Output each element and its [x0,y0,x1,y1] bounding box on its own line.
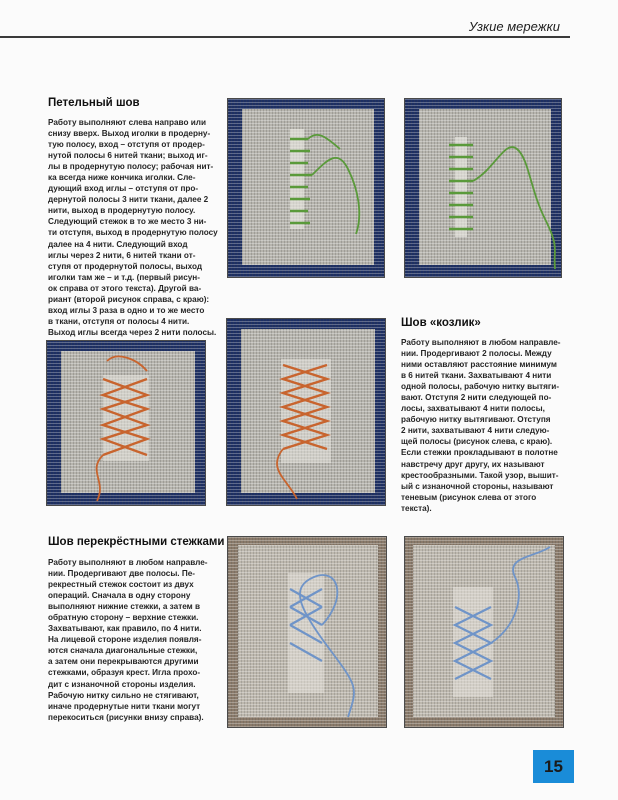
embroidery-drawing [228,537,386,727]
section-text-loop-stitch: Работу выполняют слева направо или снизу вверх. Выход иголки в продерну- тую полосу, вход – отступя от продер- нутой полосы 6 нитей ткани; выход иг- лы в продернутую полосу; рабочая нит- ка всегда ниже кончика иголки. Сле- дующий вход иглы – отступя от про- дернутой полосы 3 нити ткани, далее 2 нити, выход в продернутую полосу. Следующий стежок в то же место 3 ни- ти отступя, выход в продернутую полосу далее на 4 нити. Следующий вход иглы через 2 нити, 6 нитей ткани от- ступя от продернутой полосы, выход иголки там же – и т.д. (первый рисун- ок справа от этого текста). Другой ва- риант (второй рисунок справа, с краю): вход иглы 3 раза в одно и то же место в ткани, отступя от полосы 4 нити. Выход иглы всегда через 2 нити полосы. [48,118,218,337]
page-number: 15 [533,750,574,783]
section-title-kozlik: Шов «козлик» [401,317,481,329]
embroidery-drawing [405,537,563,727]
photo-cross-stitch-1 [227,536,387,728]
embroidery-drawing [405,99,561,277]
section-text-kozlik: Работу выполняют в любом направле- нии. Продергивают 2 полосы. Между ними оставляют расстояние минимум в 6 нитей ткани. Захватывают 4 нити одной полосы, рабочую нитку вытяги- вают. Отступя 2 нити следующей по- лосы, захватывают 4 нити полосы, рабочую нитку вытягивают. Отступя 2 нити, захватывают 4 нити следую- щей полосы (рисунок слева, с краю). Если стежки прокладывают в полотне навстречу друг другу, их называют крестообразными. Такой узор, вышит- ый с изнаночной стороны, называют теневым (рисунок слева от этого текста). [401,338,561,513]
section-title-cross-stitch: Шов перекрёстными стежками [48,536,225,548]
embroidery-drawing [227,319,385,505]
section-text-cross-stitch: Работу выполняют в любом направле- нии. Продергивают две полосы. Пе- рекрестный стежок состоит из двух операций. Сначала в одну сторону выполняют нижние стежки, а затем в обратную сторону – верхние стежки. Захватывают, как правило, по 4 нити. На лицевой стороне изделия появля- ются сначала диагональные стежки, а затем они перекрываются другими стежками, образуя крест. Игла прохо- дит с изнаночной стороны изделия. Рабочую нитку сильно не стягивают, иначе продернутые нити ткани могут перекоситься (рисунки внизу справа). [48,558,208,722]
embroidery-drawing [228,99,384,277]
photo-cross-stitch-2 [404,536,564,728]
running-head: Узкие мережки [468,19,560,34]
photo-kozlik [226,318,386,506]
photo-loop-stitch-1 [227,98,385,278]
header-rule [0,36,570,38]
embroidery-drawing [47,341,205,505]
section-title-loop-stitch: Петельный шов [48,97,140,109]
photo-loop-stitch-2 [404,98,562,278]
photo-kozlik-shadow [46,340,206,506]
